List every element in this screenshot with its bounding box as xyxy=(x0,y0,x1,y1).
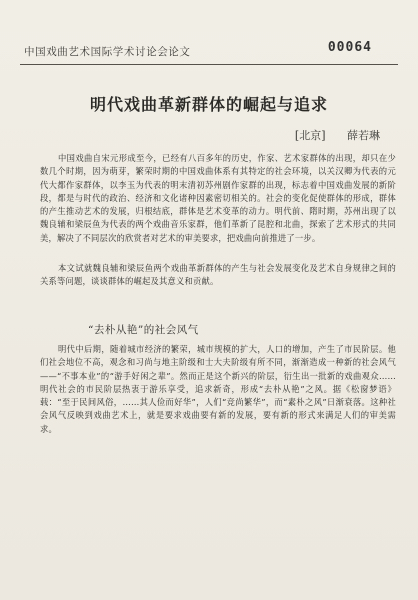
author-location: [北京] xyxy=(294,129,326,142)
header-rule xyxy=(20,64,398,65)
section-heading: “去朴从艳”的社会风气 xyxy=(88,324,199,336)
paragraph-purpose: 本文试就魏良辅和梁辰鱼两个戏曲革新群体的产生与社会发展变化及艺术自身规律之间的关系等问题，谈谈群体的崛起及其意义和贡献。 xyxy=(40,263,396,287)
series-header: 中国戏曲艺术国际学术讨论会论文 xyxy=(24,46,191,58)
author-line xyxy=(295,127,380,143)
article-title: 明代戏曲革新群体的崛起与追求 xyxy=(89,95,328,114)
paragraph-intro: 中国戏曲自宋元形成至今，已经有八百多年的历史，作家、艺术家群体的出现，却只在少数几个时期，因为萌芽，繁荣时期的中国戏曲体系有其特定的社会环境，以关汉卿为代表的元代大都作家群体，以李玉为代表的明末清初苏州剧作家群的出现，标志着中国戏曲发展的新阶段，都是与时代的政治、经济和文化诸种因素密切相关的。社会的变化促使群体的形成，群体的产生推动艺术的发展，归根结底，群体是艺术变革的动力。明代前、隋时期，苏州出现了以魏良辅和梁辰鱼为代表的两个戏曲音乐家群，他们革新了昆腔和北曲，探索了艺术形式的共同美，解决了不同层次的欣赏者对艺术的审美要求，把戏曲向前推进了一步。 xyxy=(40,153,396,243)
paragraph-body: 明代中后期，随着城市经济的繁荣，城市规模的扩大，人口的增加，产生了市民阶层。他们社会地位不高，观念和习尚与地主阶级和士大夫阶级有所不同，渐渐造成一种新的社会风气——“不事本业”的“游手好闲之辈”。然而正是这个新兴的阶层，衍生出一批新的戏曲观众……明代社会的市民阶层热衷于游乐享受，追求新奇，形成“去朴从艳”之风。据《松窗梦语》载：“至于民间风俗，……其人俭而好华”，人们“竞尚繁华”，而“素朴之风”日渐衰落。这种社会风气反映到戏曲艺术上，就是要求戏曲要有新的发展，要有新的形式来满足人们的审美需求。 xyxy=(40,344,396,434)
author-name: 薛若琳 xyxy=(347,129,380,142)
archive-number: 00064 xyxy=(327,40,372,55)
